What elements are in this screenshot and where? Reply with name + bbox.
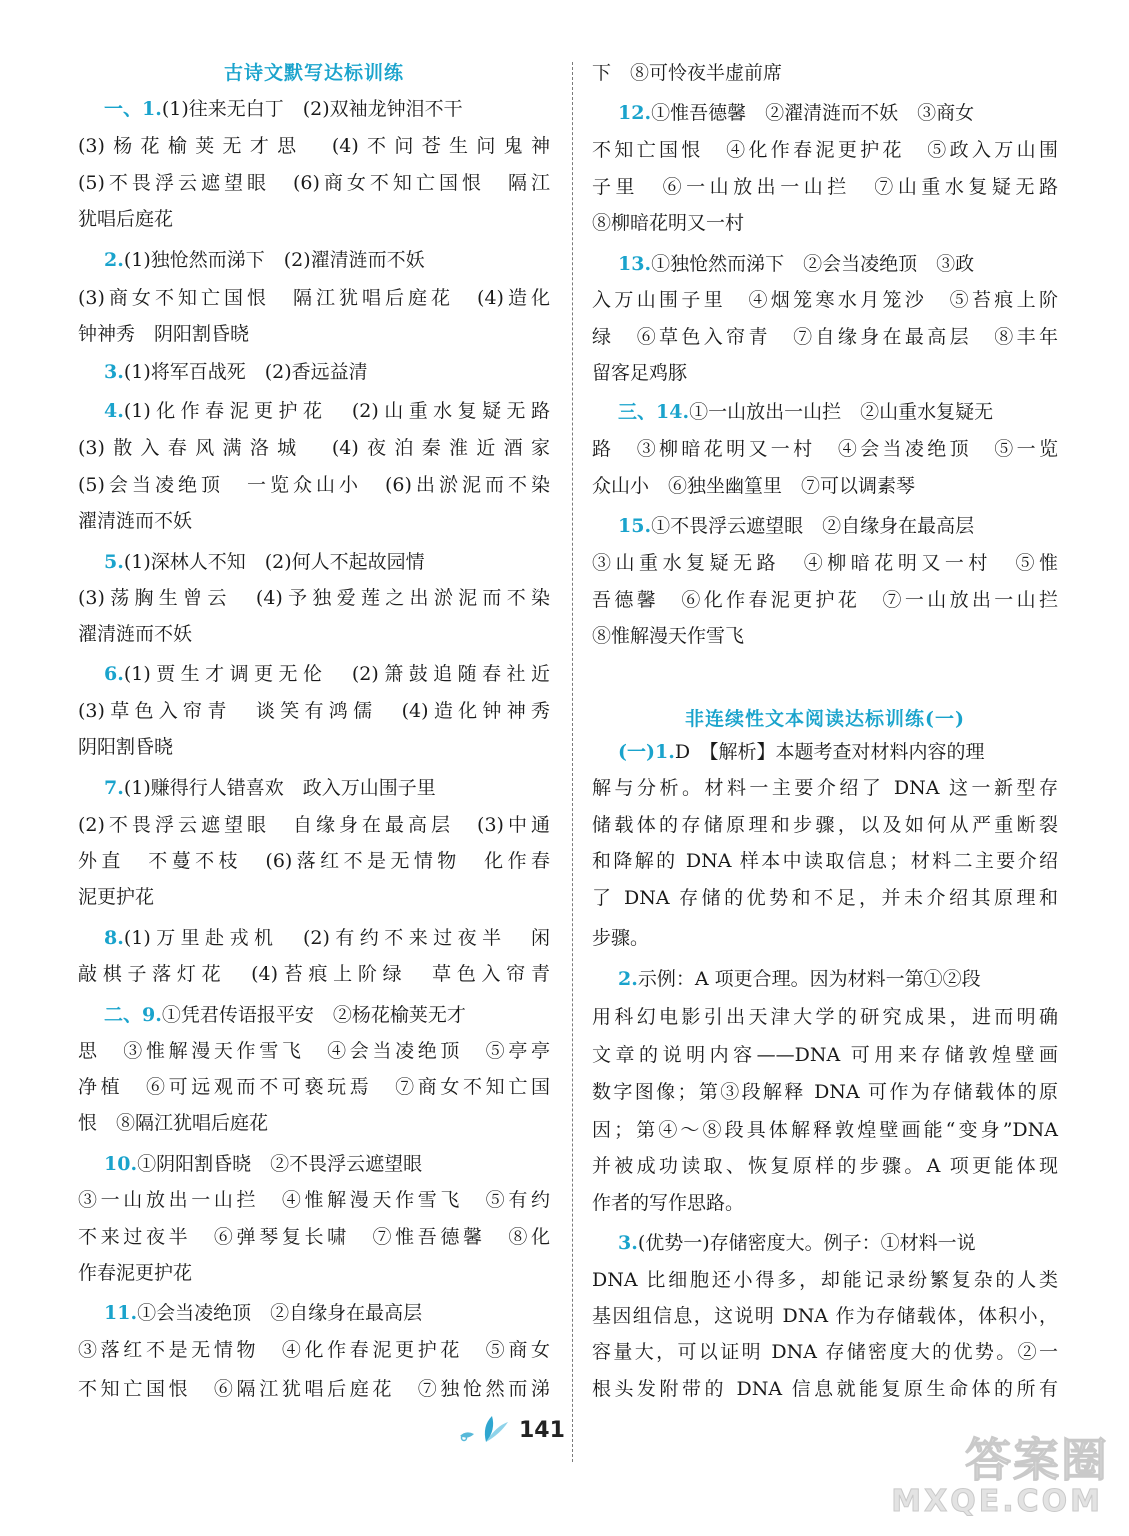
- watermark-sub-text: MXQE.COM: [891, 1484, 1103, 1519]
- answer-text: ①独怆然而涕下 ②会当凌绝顶 ③政: [651, 253, 975, 275]
- question-number: 3.: [618, 1232, 638, 1254]
- answer-text: ①一山放出一山拦 ②山重水复疑无: [689, 401, 994, 423]
- answer-line: [78, 242, 550, 278]
- answer-line: [592, 95, 1058, 131]
- answer-line: [78, 956, 550, 992]
- answer-line: [592, 1074, 1058, 1110]
- answer-line: [592, 880, 1058, 916]
- question-number: 10.: [104, 1153, 138, 1175]
- answer-line: [592, 1037, 1058, 1073]
- answer-line: [592, 394, 1058, 430]
- answer-line: [78, 165, 550, 201]
- answer-line: [78, 1033, 550, 1069]
- answer-text: 钟神秀 阴阳割昏晓: [78, 323, 250, 345]
- answer-line: [78, 843, 550, 879]
- answer-line: [592, 508, 1058, 544]
- answer-line: [78, 729, 550, 765]
- watermark-main-text: 答案圈: [965, 1433, 1109, 1487]
- answer-text: 了 DNA 存储的优势和不足，并未介绍其原理和: [592, 887, 1058, 909]
- answer-text: 众山小 ⑥独坐幽篁里 ⑦可以调素琴: [592, 475, 916, 497]
- answer-text: ①惟吾德馨 ②濯清涟而不妖 ③商女: [651, 102, 975, 124]
- answer-line: [592, 1225, 1058, 1261]
- answer-text: (1)化作春泥更护花 (2)山重水复疑无路: [123, 400, 550, 422]
- question-number: 二、9.: [104, 1004, 162, 1026]
- answer-line: [78, 920, 550, 956]
- question-number: 15.: [618, 515, 652, 537]
- answer-line: [592, 282, 1058, 318]
- answer-text: 净植 ⑥可远观而不可亵玩焉 ⑦商女不知亡国: [78, 1076, 550, 1098]
- answer-text: DNA 比细胞还小得多，却能记录纷繁复杂的人类: [592, 1269, 1058, 1291]
- answer-line: [592, 545, 1058, 581]
- answer-text: (2)不畏浮云遮望眼 自缘身在最高层 (3)中通: [78, 814, 550, 836]
- question-number: 5.: [104, 551, 124, 573]
- answer-line: [78, 580, 550, 616]
- answer-text: ③落红不是无情物 ④化作春泥更护花 ⑤商女: [78, 1339, 550, 1361]
- answer-line: [78, 997, 550, 1033]
- question-number: 2.: [104, 249, 124, 271]
- answer-text: 基因组信息，这说明 DNA 作为存储载体，体积小，: [592, 1305, 1058, 1327]
- answer-text: (1)赚得行人错喜欢 政入万山围子里: [123, 777, 436, 799]
- answer-line: [592, 961, 1058, 997]
- answer-text: 不来过夜半 ⑥弹琴复长啸 ⑦惟吾德馨 ⑧化: [78, 1226, 550, 1248]
- answer-text: (1)将军百战死 (2)香远益清: [123, 361, 368, 383]
- answer-line: [592, 999, 1058, 1035]
- answer-line: [592, 1185, 1058, 1221]
- answer-text: (1)贾生才调更无伦 (2)箫鼓追随春社近: [123, 663, 550, 685]
- section-title-classical-poetry: 古诗文默写达标训练: [223, 62, 404, 84]
- answer-line: [592, 205, 1058, 241]
- answer-text: (5)会当凌绝顶 一览众山小 (6)出淤泥而不染: [78, 474, 550, 496]
- answer-text: 解与分析。材料一主要介绍了 DNA 这一新型存: [592, 777, 1058, 799]
- answer-line: [78, 280, 550, 316]
- answer-text: (1)万里赴戎机 (2)有约不来过夜半 闲: [123, 927, 550, 949]
- answer-line: [78, 616, 550, 652]
- watermark-logo: [891, 1418, 1117, 1528]
- answer-line: [78, 1371, 550, 1407]
- answer-text: 吾德馨 ⑥化作春泥更护花 ⑦一山放出一山拦: [592, 589, 1058, 611]
- answer-text: 不知亡国恨 ④化作春泥更护花 ⑤政入万山围: [592, 139, 1058, 161]
- answer-line: [592, 169, 1058, 205]
- answer-line: [592, 132, 1058, 168]
- answer-text: 储载体的存储原理和步骤，以及如何从严重断裂: [592, 814, 1058, 836]
- question-number: 13.: [618, 253, 652, 275]
- answer-text: (1)往来无白丁 (2)双袖龙钟泪不干: [161, 98, 463, 120]
- answer-line: [78, 128, 550, 164]
- answer-line: [592, 1112, 1058, 1148]
- answer-text: (3)杨花榆荚无才思 (4)不问苍生问鬼神: [78, 135, 550, 157]
- answer-line: [78, 1182, 550, 1218]
- answer-text: 思 ③惟解漫天作雪飞 ④会当凌绝顶 ⑤亭亭: [78, 1040, 550, 1062]
- answer-line: [78, 544, 550, 580]
- butterfly-icon: [456, 1412, 514, 1446]
- answer-line: [78, 693, 550, 729]
- question-number: 11.: [104, 1302, 138, 1324]
- answer-line: [78, 201, 550, 237]
- answer-line: [78, 1069, 550, 1105]
- section-title-nonlinear-reading: 非连续性文本阅读达标训练(一): [685, 708, 965, 730]
- question-number: 8.: [104, 927, 124, 949]
- answer-text: ①凭君传语报平安 ②杨花榆荚无才: [161, 1004, 466, 1026]
- answer-line: [78, 467, 550, 503]
- answer-line: [592, 246, 1058, 282]
- answer-line: [78, 503, 550, 539]
- question-number: 7.: [104, 777, 124, 799]
- question-number: 6.: [104, 663, 124, 685]
- question-number: 2.: [618, 968, 638, 990]
- answer-line: [78, 393, 550, 429]
- answer-line: [78, 1146, 550, 1182]
- answer-text: (优势一)存储密度大。例子：①材料一说: [637, 1232, 976, 1254]
- answer-line: [78, 91, 550, 127]
- answer-text: 作春泥更护花: [78, 1262, 193, 1284]
- question-number: 3.: [104, 361, 124, 383]
- answer-text: ⑧柳暗花明又一村: [592, 212, 745, 234]
- answer-line: [78, 770, 550, 806]
- answer-line: [78, 656, 550, 692]
- answer-line: [592, 468, 1058, 504]
- answer-line: [592, 355, 1058, 391]
- answer-text: D 【解析】本题考查对材料内容的理: [674, 741, 985, 763]
- answer-text: 绿 ⑥草色入帘青 ⑦自缘身在最高层 ⑧丰年: [592, 326, 1058, 348]
- question-number: 三、14.: [618, 401, 690, 423]
- answer-line: [78, 1255, 550, 1291]
- answer-text: ①阴阳割昏晓 ②不畏浮云遮望眼: [137, 1153, 423, 1175]
- answer-line: [592, 920, 1058, 956]
- answer-line: [592, 582, 1058, 618]
- answer-line: [592, 770, 1058, 806]
- answer-text: 恨 ⑧隔江犹唱后庭花: [78, 1112, 269, 1134]
- answer-text: ⑧惟解漫天作雪飞: [592, 625, 745, 647]
- answer-line: [592, 734, 1058, 770]
- answer-line: [78, 316, 550, 352]
- answer-line: [592, 55, 1058, 91]
- answer-text: (3)散入春风满洛城 (4)夜泊秦淮近酒家: [78, 437, 550, 459]
- answer-line: [592, 807, 1058, 843]
- question-number: (一)1.: [618, 741, 675, 763]
- answer-text: ①会当凌绝顶 ②自缘身在最高层: [137, 1302, 423, 1324]
- answer-text: 敲棋子落灯花 (4)苔痕上阶绿 草色入帘青: [78, 963, 550, 985]
- answer-line: [592, 1262, 1058, 1298]
- answer-text: 外直 不蔓不枝 (6)落红不是无情物 化作春: [78, 850, 550, 872]
- answer-line: [78, 1219, 550, 1255]
- answer-text: 并被成功读取、恢复原样的步骤。A 项更能体现: [592, 1155, 1058, 1177]
- answer-text: 濯清涟而不妖: [78, 510, 193, 532]
- answer-text: 犹唱后庭花: [78, 208, 174, 230]
- answer-text: 根头发附带的 DNA 信息就能复原生命体的所有: [592, 1378, 1058, 1400]
- answer-line: [592, 1298, 1058, 1334]
- answer-text: (5)不畏浮云遮望眼 (6)商女不知亡国恨 隔江: [78, 172, 550, 194]
- question-number: 4.: [104, 400, 124, 422]
- answer-text: 濯清涟而不妖: [78, 623, 193, 645]
- answer-line: [78, 1295, 550, 1331]
- answer-text: ③山重水复疑无路 ④柳暗花明又一村 ⑤惟: [592, 552, 1058, 574]
- answer-text: 和降解的 DNA 样本中读取信息；材料二主要介绍: [592, 850, 1058, 872]
- answer-text: (3)草色入帘青 谈笑有鸿儒 (4)造化钟神秀: [78, 700, 550, 722]
- answer-line: [592, 1148, 1058, 1184]
- answer-line: [592, 431, 1058, 467]
- answer-line: [592, 843, 1058, 879]
- answer-line: [78, 354, 550, 390]
- answer-text: (1)独怆然而涕下 (2)濯清涟而不妖: [123, 249, 425, 271]
- answer-text: 数字图像；第③段解释 DNA 可作为存储载体的原: [592, 1081, 1058, 1103]
- answer-text: 示例：A 项更合理。因为材料一第①②段: [637, 968, 981, 990]
- answer-text: 阴阳割昏晓: [78, 736, 174, 758]
- answer-line: [78, 1105, 550, 1141]
- answer-line: [78, 1332, 550, 1368]
- answer-text: (3)商女不知亡国恨 隔江犹唱后庭花 (4)造化: [78, 287, 550, 309]
- answer-line: [78, 807, 550, 843]
- question-number: 12.: [618, 102, 652, 124]
- answer-text: 泥更护花: [78, 886, 155, 908]
- answer-text: ③一山放出一山拦 ④惟解漫天作雪飞 ⑤有约: [78, 1189, 550, 1211]
- answer-line: [592, 1334, 1058, 1370]
- question-number: 一、1.: [104, 98, 162, 120]
- answer-line: [592, 319, 1058, 355]
- answer-text: 子里 ⑥一山放出一山拦 ⑦山重水复疑无路: [592, 176, 1058, 198]
- answer-line: [592, 618, 1058, 654]
- answer-text: 路 ③柳暗花明又一村 ④会当凌绝顶 ⑤一览: [592, 438, 1058, 460]
- answer-text: ①不畏浮云遮望眼 ②自缘身在最高层: [651, 515, 975, 537]
- answer-text: (3)荡胸生曾云 (4)予独爱莲之出淤泥而不染: [78, 587, 550, 609]
- answer-line: [78, 879, 550, 915]
- answer-text: 因；第④～⑧段具体解释敦煌壁画能“变身”DNA: [592, 1119, 1058, 1141]
- answer-line: [592, 1371, 1058, 1407]
- page-number: 141: [519, 1418, 565, 1443]
- answer-text: 入万山围子里 ④烟笼寒水月笼沙 ⑤苔痕上阶: [592, 289, 1058, 311]
- answer-text: 步骤。: [592, 927, 650, 949]
- answer-text: 文章的说明内容——DNA 可用来存储敦煌壁画: [592, 1044, 1058, 1066]
- column-divider: [572, 62, 573, 1462]
- answer-text: 留客足鸡豚: [592, 362, 688, 384]
- answer-text: 用科幻电影引出天津大学的研究成果，进而明确: [592, 1006, 1058, 1028]
- answer-line: [78, 430, 550, 466]
- answer-text: 不知亡国恨 ⑥隔江犹唱后庭花 ⑦独怆然而涕: [78, 1378, 550, 1400]
- answer-text: 作者的写作思路。: [592, 1192, 745, 1214]
- answer-text: 下 ⑧可怜夜半虚前席: [592, 62, 783, 84]
- answer-text: (1)深林人不知 (2)何人不起故园情: [123, 551, 425, 573]
- answer-text: 容量大，可以证明 DNA 存储密度大的优势。②一: [592, 1341, 1058, 1363]
